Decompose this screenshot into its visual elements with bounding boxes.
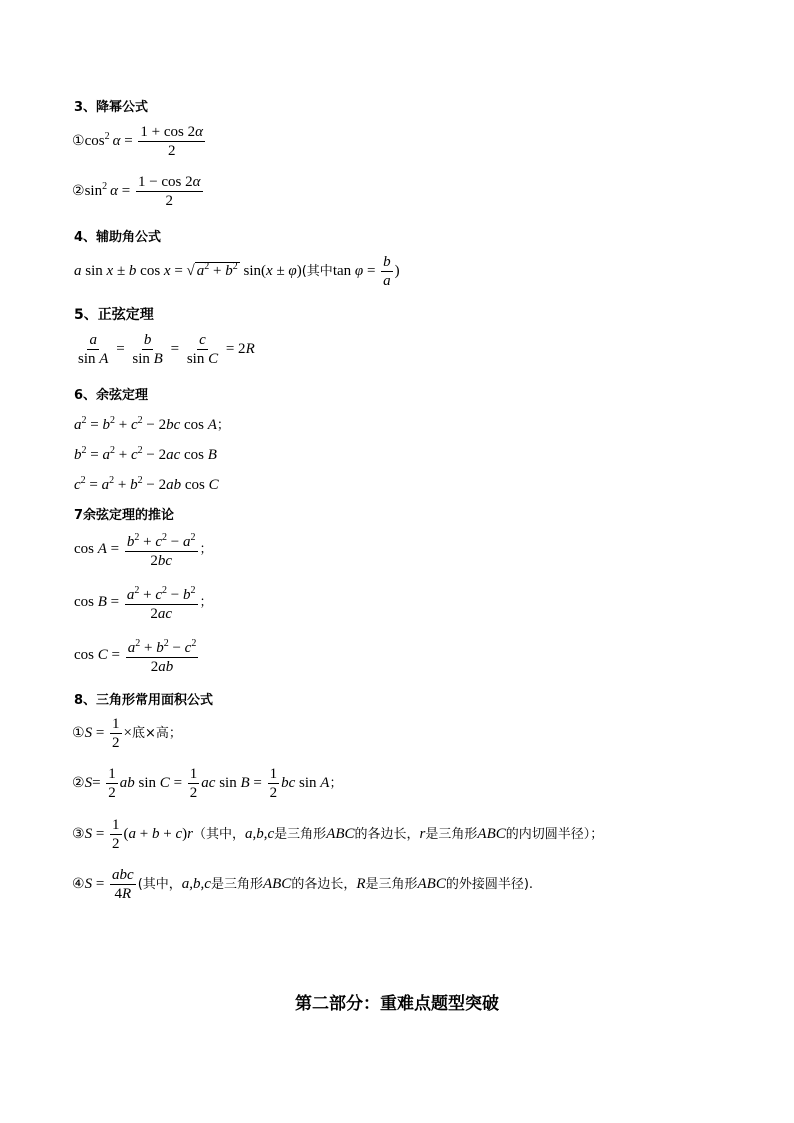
semicolon: ；	[329, 775, 343, 791]
formula-cos-a: cos A = $\frac{b^2 + c^2 - a^2}{2bc}$ ；	[74, 532, 213, 569]
semicolon: ；	[199, 594, 213, 610]
part-two-title: 第二部分：重难点题型突破	[295, 994, 499, 1014]
formula-cos-b: cos B = $\frac{a^2 + c^2 - b^2}{2ac}$ ；	[74, 585, 213, 622]
marker-4: ④	[72, 875, 85, 892]
heading-law-of-cosines: 6、余弦定理	[74, 388, 149, 403]
marker-2: ②	[72, 182, 85, 199]
formula-cosine-c: $c^2 = a^2 + b^2 - 2ab$ cos C	[74, 475, 219, 493]
aux-note-label: (其中	[301, 263, 333, 279]
heading-law-of-sines: 5、正弦定理	[74, 307, 154, 323]
formula-cos-square: $①\cos^2$ α = $\frac{1 + \cos 2\alpha}{2}$	[72, 124, 204, 159]
heading-triangle-area: 8、三角形常用面积公式	[74, 693, 214, 708]
marker-2: ②	[72, 774, 85, 791]
circumradius-note-end: 的外接圆半径).	[445, 876, 534, 892]
formula-area-base-height: ①S = $\frac{1}{2}$ ×底×高；	[72, 716, 182, 751]
circumradius-note-open: (其中，	[137, 876, 182, 892]
circumradius-note-r: 是三角形	[365, 876, 418, 892]
formula-area-sine: ②S= $\frac{1}{2}$ ab sin C = $\frac{1}{2}$ ac sin B = $\frac{1}{2}$ bc sin A；	[72, 766, 343, 801]
formula-cos-c: cos C = $\frac{a^2 + b^2 - c^2}{2ab}$	[74, 638, 197, 675]
inradius-note-mid: 是三角形	[274, 826, 327, 842]
marker-1: ①	[72, 724, 85, 741]
formula-sin-square: $②\sin^2$ α = $\frac{1 - \cos 2\alpha}{2}$	[72, 174, 201, 209]
formula-cosine-a: $a^2 = b^2 + c^2 - 2bc$ cos A；	[74, 415, 230, 433]
marker-3: ③	[72, 825, 85, 842]
inradius-note-end: 的内切圆半径）；	[505, 826, 604, 842]
formula-area-circumradius: ④S = $\frac{\text{abc}}{4R}$ (其中，a,b,c是三角形ABC的各边长，R是三角形ABC的外接圆半径).	[72, 867, 534, 902]
marker-1: ①	[72, 132, 85, 149]
inradius-note-open: （其中，	[192, 826, 245, 842]
semicolon: ；	[168, 725, 182, 741]
formula-area-inradius: ③S = $\frac{1}{2}$ (a + b + c)r（其中，a,b,c是三角形ABC的各边长，r是三角形ABC的内切圆半径）；	[72, 817, 604, 852]
inradius-note-r: 是三角形	[425, 826, 478, 842]
circumradius-note-mid: 是三角形	[210, 876, 263, 892]
circumradius-note-sides: 的各边长，	[291, 876, 357, 892]
semicolon: ；	[199, 541, 213, 557]
inradius-note-sides: 的各边长，	[354, 826, 420, 842]
heading-power-reduction: 3、降幂公式	[74, 100, 149, 115]
heading-auxiliary-angle: 4、辅助角公式	[74, 230, 162, 245]
formula-auxiliary-angle: a sin x ± b cos x = √ $a^2 + b^2$ sin(x ± φ)(其中tan φ = $\frac{b}{a}$ )	[74, 254, 400, 289]
base-height-text: 底×高	[132, 725, 169, 741]
semicolon: ；	[216, 418, 230, 433]
formula-cosine-b: $b^2 = a^2 + c^2 - 2ac$ cos B	[74, 445, 217, 463]
formula-law-of-sines: $\frac{a}{\text{sin A}}$ = $\frac{b}{\text{sin B}}$ = $\frac{c}{\text{sin C}}$ = 2R	[78, 332, 255, 367]
heading-cosine-corollary: 7余弦定理的推论	[74, 508, 175, 523]
